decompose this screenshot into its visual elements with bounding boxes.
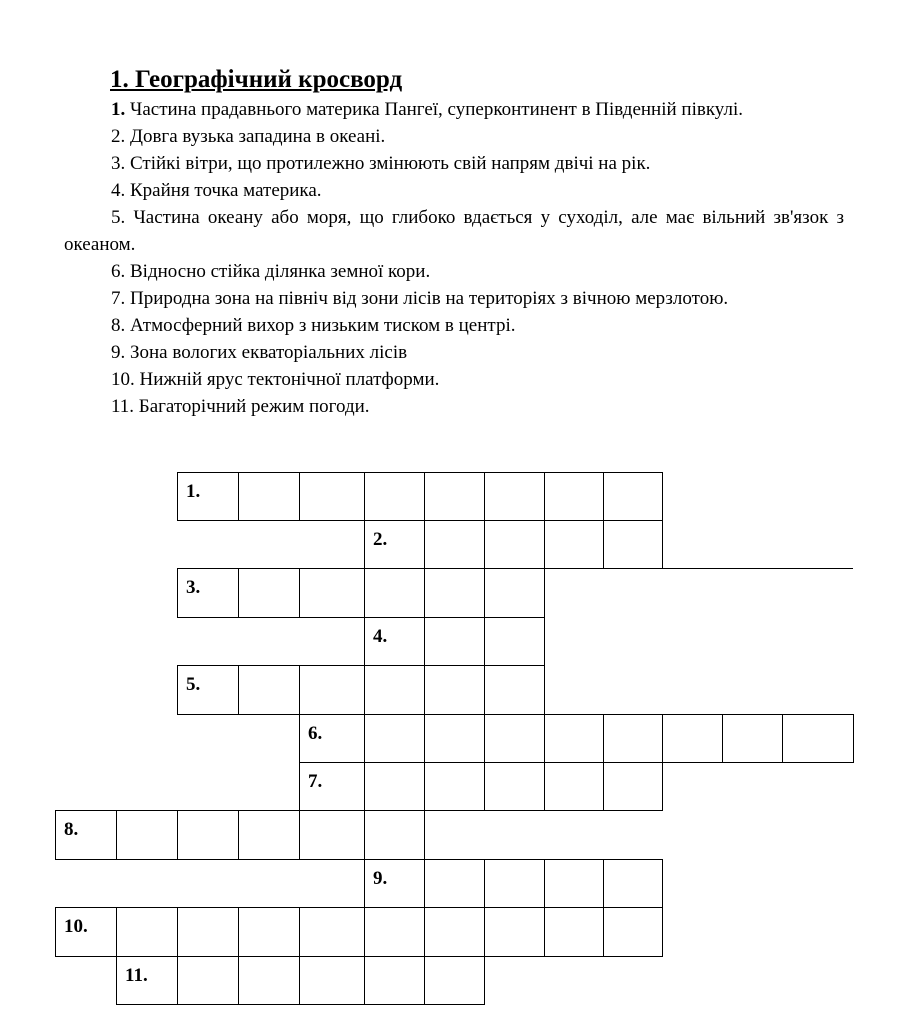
crossword-cell[interactable] [299, 665, 365, 715]
crossword-cell[interactable] [364, 665, 425, 715]
clue-number: 3. [111, 153, 126, 174]
clue-number: 2. [111, 126, 126, 147]
crossword-row-number: 8. [64, 819, 79, 840]
clue-number: 9. [111, 342, 126, 363]
crossword-cell[interactable] [299, 907, 365, 957]
crossword-cell[interactable] [238, 810, 300, 860]
crossword-row-number: 3. [186, 577, 201, 598]
crossword-cell[interactable] [116, 907, 178, 957]
crossword-cell[interactable] [424, 859, 485, 908]
crossword-row-number: 7. [308, 771, 323, 792]
crossword-cell[interactable] [484, 907, 545, 957]
crossword-row-number: 2. [373, 529, 388, 550]
crossword-cell[interactable] [364, 472, 425, 521]
clue-number: 1. [111, 99, 126, 120]
crossword-cell[interactable] [364, 907, 425, 957]
crossword-row-number: 4. [373, 626, 388, 647]
crossword-cell[interactable] [544, 714, 604, 763]
crossword-cell[interactable] [299, 714, 365, 763]
crossword-cell[interactable] [116, 956, 178, 1005]
crossword-cell[interactable] [238, 907, 300, 957]
crossword-cell[interactable] [364, 617, 425, 666]
clue-number: 8. [111, 315, 126, 336]
crossword-cell[interactable] [544, 762, 604, 811]
crossword-cell[interactable] [364, 568, 425, 618]
crossword-cell[interactable] [364, 956, 425, 1005]
crossword-cell[interactable] [544, 472, 604, 521]
crossword-cell[interactable] [424, 762, 485, 811]
crossword-cell[interactable] [484, 568, 545, 618]
crossword-cell[interactable] [603, 762, 663, 811]
crossword-cell[interactable] [484, 617, 545, 666]
crossword-cell[interactable] [484, 714, 545, 763]
crossword-cell[interactable] [603, 520, 663, 569]
clue-text: Атмосферний вихор з низьким тиском в центрі. [125, 315, 516, 336]
clue-number: 5. [111, 207, 126, 228]
crossword-cell[interactable] [364, 714, 425, 763]
crossword-cell[interactable] [238, 665, 300, 715]
crossword-cell[interactable] [603, 859, 663, 908]
crossword-cell[interactable] [484, 472, 545, 521]
crossword-cell[interactable] [722, 714, 783, 763]
crossword-cell[interactable] [177, 956, 239, 1005]
clue-text: Багаторічний режим погоди. [134, 396, 370, 417]
crossword-cell[interactable] [603, 714, 663, 763]
crossword-cell[interactable] [544, 907, 604, 957]
crossword-cell[interactable] [177, 810, 239, 860]
crossword-cell[interactable] [424, 907, 485, 957]
crossword-cell[interactable] [603, 907, 663, 957]
clue-text: Нижній ярус тектонічної платформи. [134, 369, 440, 390]
crossword-cell[interactable] [238, 472, 300, 521]
clue-number: 4. [111, 180, 126, 201]
crossword-cell[interactable] [238, 956, 300, 1005]
crossword-cell[interactable] [484, 520, 545, 569]
crossword-cell[interactable] [424, 617, 485, 666]
crossword-cell[interactable] [662, 714, 723, 763]
crossword-cell[interactable] [603, 472, 663, 521]
crossword-cell[interactable] [424, 665, 485, 715]
crossword-cell[interactable] [484, 665, 545, 715]
crossword-cell[interactable] [299, 472, 365, 521]
crossword-cell[interactable] [484, 762, 545, 811]
crossword-row-number: 5. [186, 674, 201, 695]
clue-text: Частина океану або моря, що глибоко вдається у суходіл, але має вільний зв'язок з океаном. [64, 207, 844, 255]
clue-text: Крайня точка материка. [125, 180, 322, 201]
crossword-cell[interactable] [424, 520, 485, 569]
crossword-cell[interactable] [299, 810, 365, 860]
crossword-row-number: 9. [373, 868, 388, 889]
crossword-cell[interactable] [55, 810, 117, 860]
crossword-cell[interactable] [544, 520, 604, 569]
crossword-cell[interactable] [364, 859, 425, 908]
crossword-cell[interactable] [424, 714, 485, 763]
crossword-cell[interactable] [424, 472, 485, 521]
crossword-row-number: 10. [64, 916, 88, 937]
crossword-cell[interactable] [177, 472, 239, 521]
page-title: 1. Географічний кросворд [110, 66, 403, 93]
crossword-cell[interactable] [782, 714, 854, 763]
clue-number: 7. [111, 288, 126, 309]
crossword-cell[interactable] [364, 520, 425, 569]
crossword-cell[interactable] [364, 762, 425, 811]
crossword-cell[interactable] [177, 665, 239, 715]
crossword-cell[interactable] [177, 568, 239, 618]
crossword-cell[interactable] [424, 568, 485, 618]
clue-text: Стійкі вітри, що протилежно змінюють свій напрям двічі на рік. [125, 153, 651, 174]
crossword-cell[interactable] [55, 907, 117, 957]
crossword-row-number: 6. [308, 723, 323, 744]
crossword-cell[interactable] [177, 907, 239, 957]
crossword-cell[interactable] [116, 810, 178, 860]
clue-text: Довга вузька западина в океані. [125, 126, 386, 147]
clue-number: 10. [111, 369, 135, 390]
crossword-row-number: 1. [186, 481, 201, 502]
clue-number: 6. [111, 261, 126, 282]
clue-text: Частина прадавнього материка Пангеї, суперконтинент в Південній півкулі. [125, 99, 743, 120]
clue-text: Відносно стійка ділянка земної кори. [125, 261, 431, 282]
crossword-cell[interactable] [424, 956, 485, 1005]
clue-text: Зона вологих екваторіальних лісів [125, 342, 408, 363]
crossword-row-number: 11. [125, 965, 148, 986]
crossword-cell[interactable] [364, 810, 425, 860]
clue-text: Природна зона на північ від зони лісів на територіях з вічною мерзлотою. [125, 288, 729, 309]
grid-extension-line [662, 568, 853, 569]
crossword-cell[interactable] [484, 859, 545, 908]
crossword-cell[interactable] [299, 762, 365, 811]
crossword-cell[interactable] [238, 568, 300, 618]
clue-number: 11. [111, 396, 135, 417]
crossword-cell[interactable] [544, 859, 604, 908]
crossword-cell[interactable] [299, 568, 365, 618]
crossword-cell[interactable] [299, 956, 365, 1005]
